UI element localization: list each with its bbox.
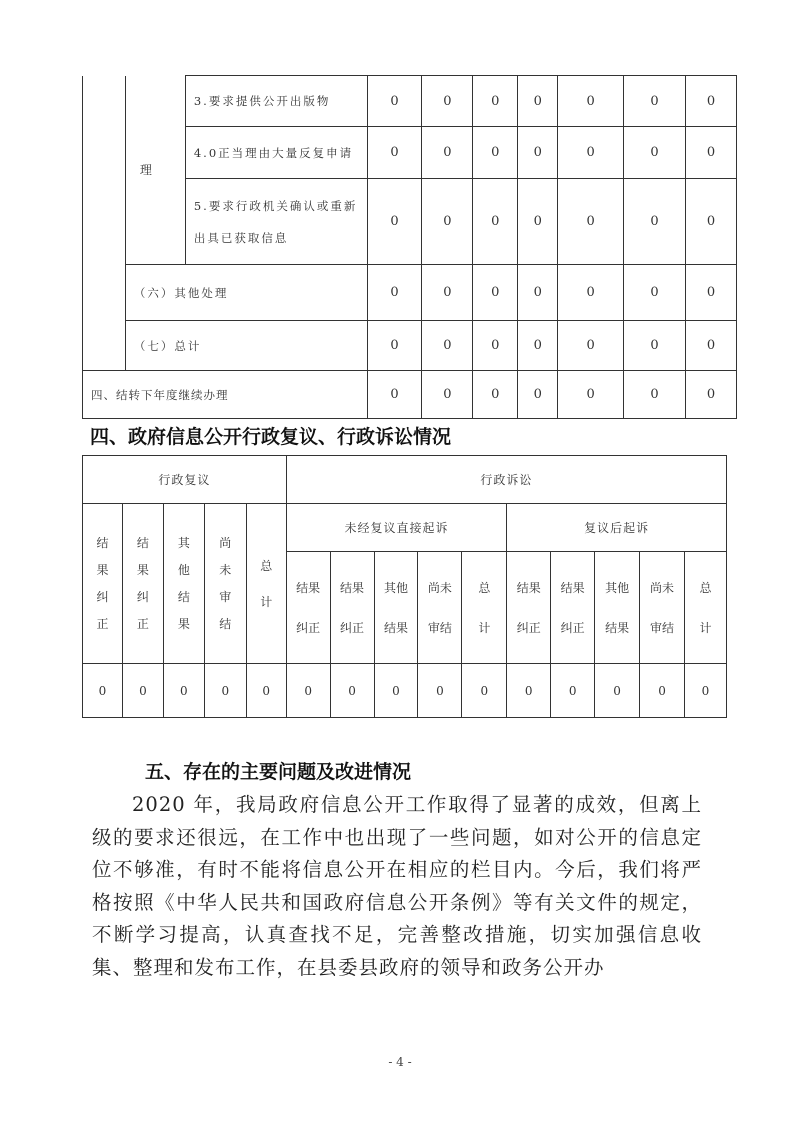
row-label: 四、结转下年度继续办理: [83, 371, 368, 419]
table-row: [83, 265, 737, 321]
cell-value: 0: [686, 371, 737, 419]
cell-value: 0: [422, 127, 473, 179]
cell-value: 0: [473, 371, 518, 419]
cell-value: 0: [686, 127, 737, 179]
cell-value: 0: [558, 371, 624, 419]
column-header: 尚 未 审 结: [204, 504, 246, 664]
table-header-row: [83, 456, 727, 504]
cell-value: 0: [518, 127, 558, 179]
cell-value: 0: [286, 664, 330, 718]
cell-value: 0: [473, 76, 518, 127]
cell-value: 0: [595, 664, 640, 718]
cell-value: 0: [422, 265, 473, 321]
row-label: （六）其他处理: [125, 265, 367, 321]
cell-value: 0: [462, 664, 507, 718]
info-handling-table: [82, 75, 737, 419]
cell-value: 0: [686, 179, 737, 265]
column-header: 其 他 结 果: [163, 504, 204, 664]
page-number: - 4 -: [388, 1055, 412, 1069]
column-header: 总 计: [684, 552, 726, 664]
cell-value: 0: [122, 664, 163, 718]
cell-value: 0: [558, 321, 624, 371]
cell-value: 0: [518, 179, 558, 265]
column-header: 总 计: [246, 504, 286, 664]
cell-value: 0: [518, 371, 558, 419]
cell-value: 0: [367, 127, 422, 179]
section-heading: 五、存在的主要问题及改进情况: [145, 761, 412, 783]
cell-value: 0: [163, 664, 204, 718]
cell-value: 0: [422, 179, 473, 265]
cell-value: 0: [204, 664, 246, 718]
column-header: 结果 纠正: [286, 552, 330, 664]
cell-value: 0: [624, 321, 686, 371]
cell-value: 0: [473, 265, 518, 321]
column-header: 结 果 纠 正: [122, 504, 163, 664]
review-litigation-table: [82, 455, 727, 718]
body-paragraph: 2020 年，我局政府信息公开工作取得了显著的成效，但离上级的要求还很远，在工作中也出现了一些问题，如对公开的信息定位不够准，有时不能将信息公开在相应的栏目内。今后，我们将严格按照《中华人民共和国政府信息公开条例》等有关文件的规定，不断学习提高，认真查找不足，完善整改措施，切实加强信息收集、整理和发布工作，在县委县政府的领导和政务公开办: [92, 793, 702, 979]
cell-value: 0: [473, 179, 518, 265]
cell-value: 0: [367, 371, 422, 419]
cell-value: 0: [624, 76, 686, 127]
row-label: 5.要求行政机关确认或重新 出具已获取信息: [185, 179, 367, 265]
cell-value: 0: [330, 664, 374, 718]
cell-value: 0: [422, 76, 473, 127]
cell-value: 0: [422, 371, 473, 419]
column-header: 结 果 纠 正: [83, 504, 123, 664]
header-direct-suit: 未经复议直接起诉: [286, 504, 507, 552]
cell-value: 0: [558, 265, 624, 321]
cell-value: 0: [518, 265, 558, 321]
cell-value: 0: [518, 76, 558, 127]
cell-value: 0: [374, 664, 418, 718]
column-header: 尚未 审结: [418, 552, 462, 664]
cell-value: 0: [558, 76, 624, 127]
cell-value: 0: [367, 265, 422, 321]
table-row: [83, 371, 737, 419]
row-label: 3.要求提供公开出版物: [185, 76, 367, 127]
cell-value: 0: [624, 179, 686, 265]
table-row: [83, 664, 727, 718]
column-header: 结果 纠正: [507, 552, 551, 664]
table-row: [83, 76, 737, 127]
cell-value: 0: [473, 127, 518, 179]
table-row: [83, 321, 737, 371]
cell-value: 0: [558, 179, 624, 265]
cell-value: 0: [518, 321, 558, 371]
cell-value: 0: [551, 664, 595, 718]
cell-value: 0: [684, 664, 726, 718]
header-post-review-suit: 复议后起诉: [507, 504, 727, 552]
cell-value: 0: [558, 127, 624, 179]
cell-value: 0: [686, 265, 737, 321]
row-label: 4.0正当理由大量反复申请: [185, 127, 367, 179]
cell-value: 0: [422, 321, 473, 371]
column-header: 其他 结果: [595, 552, 640, 664]
cell-value: 0: [473, 321, 518, 371]
cell-value: 0: [367, 179, 422, 265]
cell-value: 0: [624, 371, 686, 419]
cell-value: 0: [367, 76, 422, 127]
column-header: 尚未 审结: [640, 552, 685, 664]
column-header: 其他 结果: [374, 552, 418, 664]
cell-value: 0: [83, 664, 123, 718]
header-admin-review: 行政复议: [83, 456, 287, 504]
cell-value: 0: [507, 664, 551, 718]
column-header: 结果 纠正: [330, 552, 374, 664]
section-heading: 四、政府信息公开行政复议、行政诉讼情况: [90, 426, 452, 448]
cell-value: 0: [246, 664, 286, 718]
cell-value: 0: [624, 127, 686, 179]
column-header: 总 计: [462, 552, 507, 664]
column-header: 结果 纠正: [551, 552, 595, 664]
cell-value: 0: [640, 664, 685, 718]
row-group-label: 理: [125, 76, 185, 265]
cell-value: 0: [624, 265, 686, 321]
cell-value: 0: [686, 76, 737, 127]
cell-value: 0: [686, 321, 737, 371]
header-admin-litigation: 行政诉讼: [286, 456, 726, 504]
table-header-row: [83, 504, 727, 552]
cell-value: 0: [367, 321, 422, 371]
row-label: （七）总计: [125, 321, 367, 371]
cell-value: 0: [418, 664, 462, 718]
